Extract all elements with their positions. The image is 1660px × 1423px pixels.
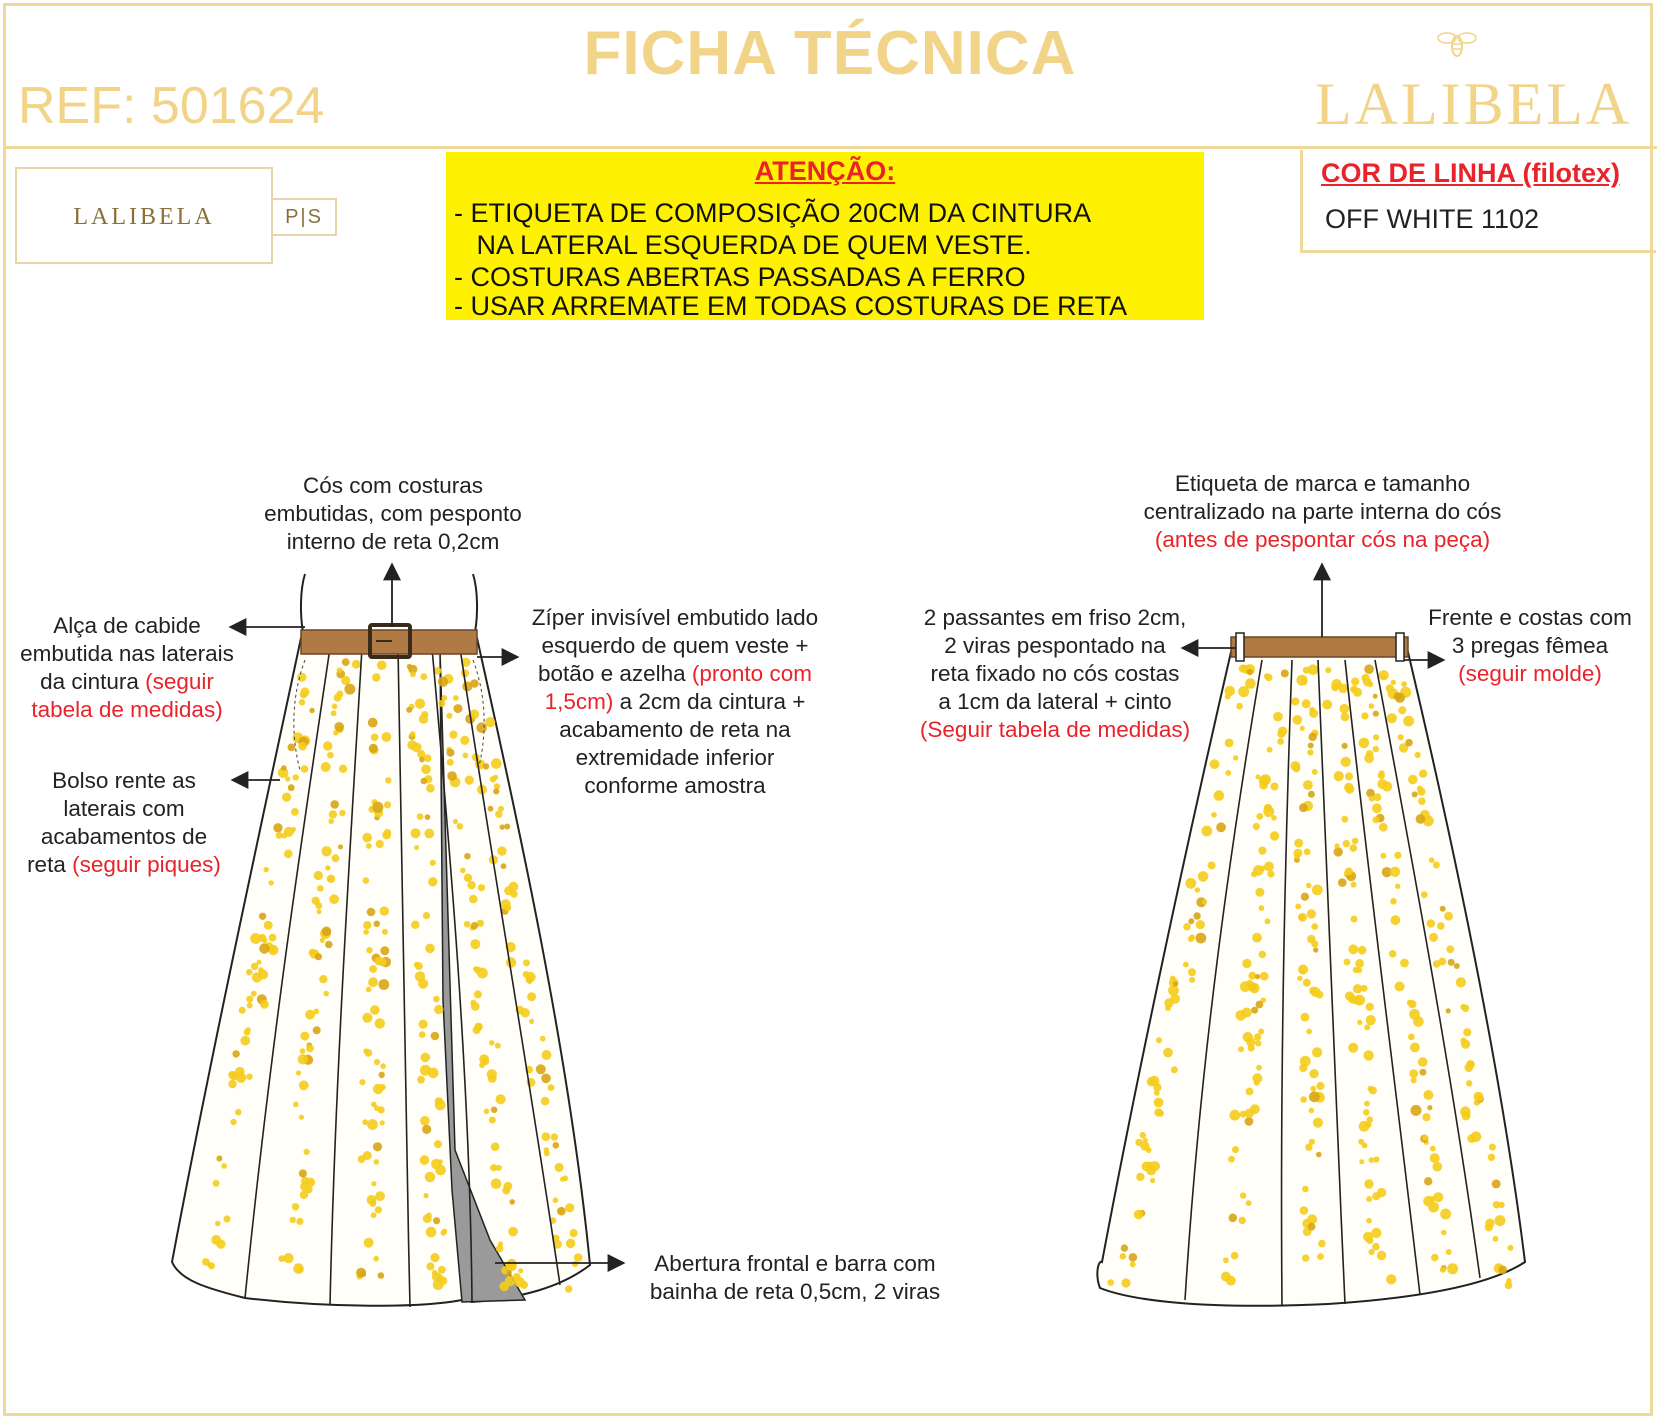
note-front-opening: Abertura frontal e barra com bainha de reta 0,5cm, 2 viras [649,1251,941,1304]
note-hanger-loop: Alça de cabide embutida nas laterais da cintura (seguir tabela de medidas) [20,613,234,722]
back-belt-loop-right [1396,633,1404,661]
attention-line-1: - ETIQUETA DE COMPOSIÇÃO 20CM DA CINTURA [454,198,1092,228]
note-waistband: Cós com costuras embutidas, com pesponto interno de reta 0,2cm [264,473,522,554]
thread-color-value: OFF WHITE 1102 [1325,204,1540,234]
front-hanger-loop-left [301,574,305,632]
label-tag-size: P|S [273,198,337,236]
thread-color-title: COR DE LINHA (filotex) [1321,158,1620,188]
note-belt-loops: 2 passantes em friso 2cm, 2 viras pespontado na reta fixado no cós costas a 1cm da lateral + cinto (Seguir tabela de medidas) [919,605,1191,742]
note-zipper: Zíper invisível embutido lado esquerdo de quem veste + botão e azelha (pronto com 1,5cm) a 2cm da cintura + acabamento de reta na extremidade inferior conforme amostra [531,605,819,798]
note-pocket: Bolso rente as laterais com acabamentos de reta (seguir piques) [27,768,221,877]
note-pleats: Frente e costas com 3 pregas fêmea (seguir molde) [1428,605,1632,686]
page-title: FICHA TÉCNICA [583,19,1077,88]
brand-logo: LALIBELA [1315,71,1633,137]
attention-title: ATENÇÃO: [754,156,896,186]
back-belt-loop-left [1236,633,1244,661]
attention-line-2: NA LATERAL ESQUERDA DE QUEM VESTE. [454,230,1032,260]
label-tag-brand: LALIBELA [73,204,215,230]
reference-code: REF: 501624 [18,77,325,135]
note-brand-label: Etiqueta de marca e tamanho centralizado na parte interna do cós (antes de pespontar cós na peça) [1143,471,1502,552]
attention-line-3: - COSTURAS ABERTAS PASSADAS A FERRO [454,262,1026,292]
attention-line-4: - USAR ARREMATE EM TODAS COSTURAS DE RETA [454,294,1128,318]
front-hanger-loop-right [473,574,477,632]
back-belt [1231,637,1408,657]
